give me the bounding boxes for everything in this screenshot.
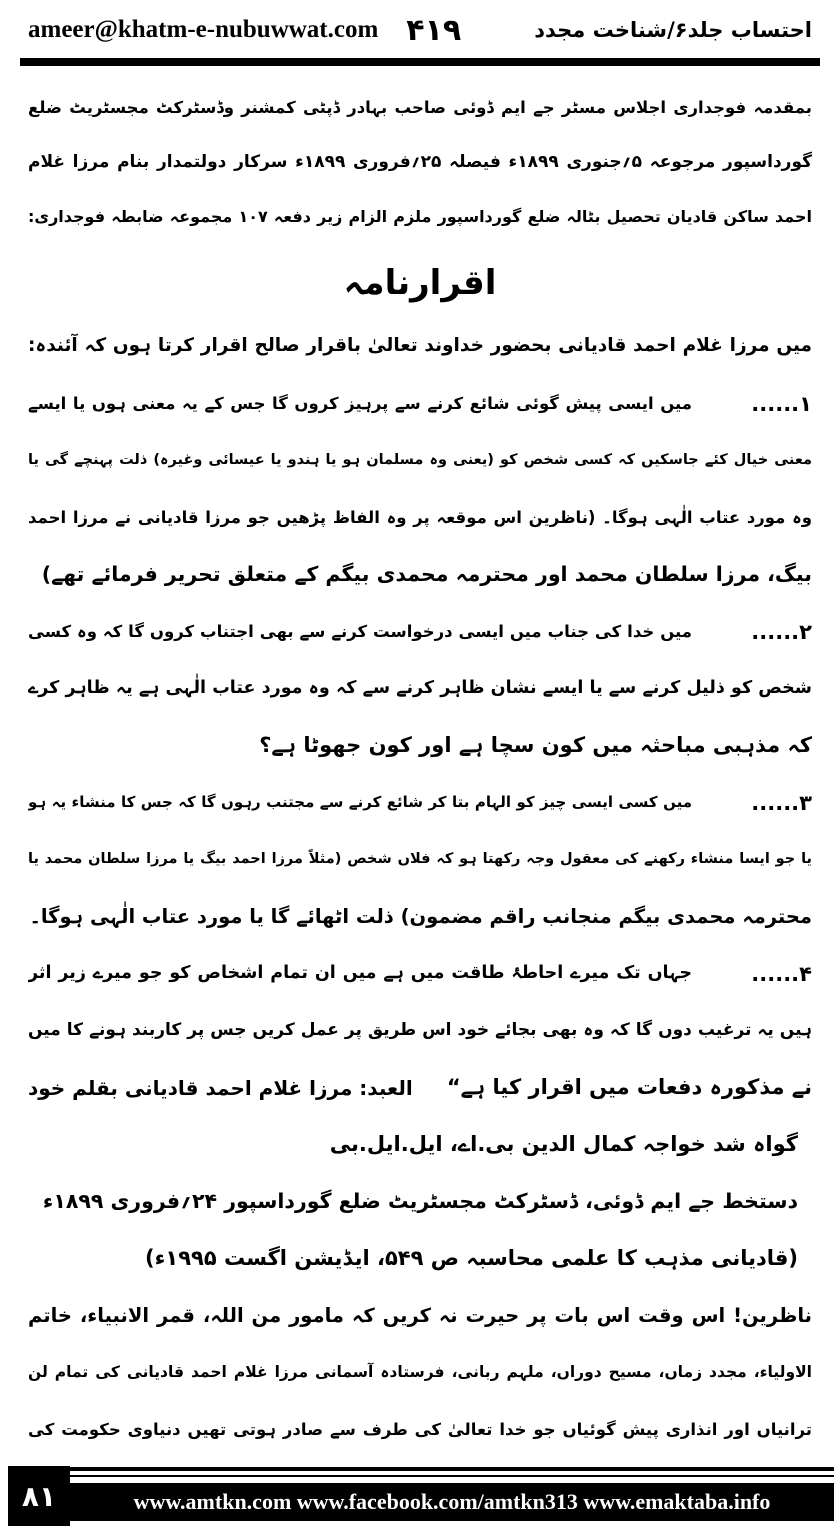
- footer-links: www.amtkn.com www.facebook.com/amtkn313 www.emaktaba.info: [70, 1483, 834, 1521]
- text-line: کہ مذہبی مباحثہ میں کون سچا ہے اور کون جھوٹا ہے؟: [259, 732, 812, 757]
- header-email: ameer@khatm-e-nubuwwat.com: [28, 16, 379, 43]
- text-line: احمد ساکن قادیان تحصیل بٹالہ ضلع گورداسپور ملزم الزام زیر دفعہ ۱۰۷ مجموعہ ضابطہ فوجداری:: [28, 207, 812, 227]
- footer-rule: [70, 1467, 834, 1471]
- text-line: ناظرین! اس وقت اس بات پر حیرت نہ کریں کہ مامور من اللہ، قمر الانبیاء، خاتم: [28, 1303, 812, 1327]
- page-header: [28, 8, 812, 52]
- text-line: میں مرزا غلام احمد قادیانی بحضور خداوند تعالیٰ باقرار صالح اقرار کرتا ہوں کہ آئندہ:: [28, 335, 812, 357]
- text-line: ترانیاں اور انذاری پیش گوئیاں جو خدا تعالیٰ کی طرف سے صادر ہوتی تھیں دنیاوی حکومت کی: [28, 1419, 812, 1439]
- clause-number: ۴......: [751, 961, 812, 986]
- clause-2: ۲...... میں خدا کی جناب میں ایسی درخواست کرنے سے بھی اجتناب کروں گا کہ وہ کسی: [28, 619, 812, 644]
- intro-paragraph: [28, 80, 812, 245]
- header-page-number: ۴۱۹: [406, 12, 462, 48]
- signed-line: دستخط جے ایم ڈوئی، ڈسٹرکٹ مجسٹریٹ ضلع گورداسپور ۲۴؍فروری ۱۸۹۹ء: [42, 1189, 798, 1214]
- citation: (قادیانی مذہب کا علمی محاسبہ ص ۵۴۹، ایڈیشن اگست ۱۹۹۵ء): [145, 1245, 798, 1270]
- running-title: احتساب جلد۶/شناخت مجدد: [534, 18, 812, 42]
- clause-number: ۱......: [751, 391, 812, 416]
- text-line: ہیں یہ ترغیب دوں گا کہ وہ بھی بجائے خود اس طریق پر عمل کریں جس پر کاربند ہونے کا میں: [28, 1020, 812, 1041]
- text-line: شخص کو ذلیل کرنے سے یا ایسے نشان ظاہر کرنے سے کہ وہ مورد عتاب الٰہی ہے یہ ظاہر کرے: [28, 678, 812, 699]
- clause-1: ۱...... میں ایسی پیش گوئی شائع کرنے سے پرہیز کروں گا جس کے یہ معنی ہوں یا ایسے: [28, 391, 812, 416]
- text-line: وہ مورد عتاب الٰہی ہوگا۔ (ناظرین اس موقعہ پر وہ الفاظ پڑھیں جو مرزا قادیانی نے مرزا احمد: [28, 507, 812, 527]
- header-rule: [20, 58, 820, 66]
- footer-page-number: ۸۱: [8, 1466, 70, 1526]
- text-line: یا جو ایسا منشاء رکھنے کی معقول وجہ رکھتا ہو کہ فلاں شخص (مثلاً مرزا احمد بیگ یا مرزا سلطان محمد یا: [28, 851, 812, 868]
- clause-number: ۳......: [751, 790, 812, 815]
- text-line: معنی خیال کئے جاسکیں کہ کسی شخص کو (یعنی وہ مسلمان ہو یا ہندو یا عیسائی وغیرہ) ذلت پہنچے گی یا: [28, 452, 812, 469]
- clause-number: ۲......: [751, 619, 812, 644]
- clause-4: ۴...... جہاں تک میرے احاطۂ طاقت میں ہے میں ان تمام اشخاص کو جو میرے زیر اثر: [28, 961, 812, 986]
- text-line: نے مذکورہ دفعات میں اقرار کیا ہے“ العبد: مرزا غلام احمد قادیانی بقلم خود: [28, 1074, 812, 1100]
- text-line: بمقدمہ فوجداری اجلاس مسٹر جے ایم ڈوئی صاحب بہادر ڈپٹی کمشنر وڈسٹرکٹ مجسٹریٹ ضلع: [28, 97, 812, 117]
- clause-3: ۳...... میں کسی ایسی چیز کو الہام بتا کر شائع کرنے سے مجتنب رہوں گا کہ جس کا منشاء یہ ہو: [28, 790, 812, 815]
- body-text: [28, 318, 812, 1458]
- text-line: الاولیاء، مجدد زماں، مسیح دوراں، ملہم ربانی، فرستادہ آسمانی مرزا غلام احمد قادیانی کی تمام لن: [28, 1363, 812, 1382]
- footer-rule: [70, 1475, 834, 1477]
- signature: العبد: مرزا غلام احمد قادیانی بقلم خود: [28, 1075, 413, 1100]
- text-line: گورداسپور مرجوعہ ۵؍جنوری ۱۸۹۹ء فیصلہ ۲۵؍فروری ۱۸۹۹ء سرکار دولتمدار بنام مرزا غلام: [28, 152, 812, 173]
- witness-line: گواہ شد خواجہ کمال الدین بی.اے، ایل.ایل.بی: [329, 1131, 798, 1156]
- section-heading: اقرارنامہ: [343, 263, 497, 303]
- text-line: بیگ، مرزا سلطان محمد اور محترمہ محمدی بیگم کے متعلق تحریر فرمائے تھے): [41, 562, 812, 587]
- text-line: محترمہ محمدی بیگم منجانب راقم مضمون) ذلت اٹھائے گا یا مورد عتاب الٰہی ہوگا۔: [29, 904, 812, 928]
